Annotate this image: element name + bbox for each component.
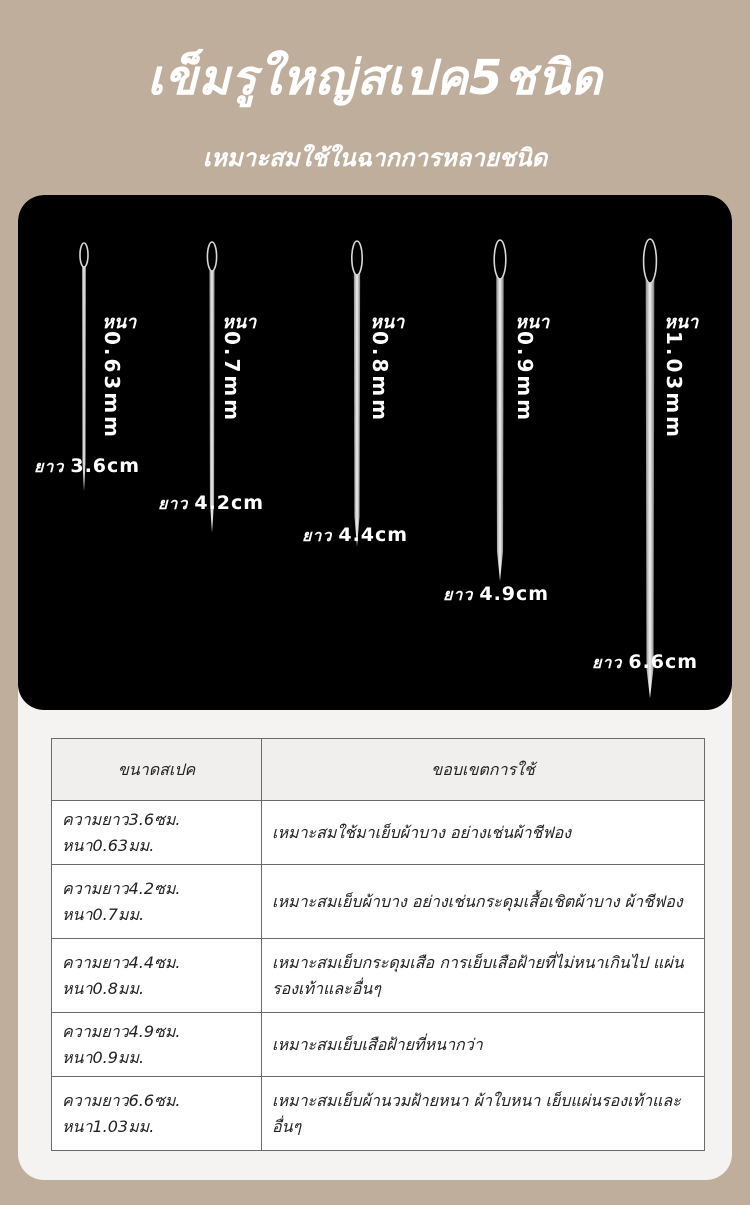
needle-eye [494, 240, 506, 279]
usage-cell: เหมาะสมเย็บกระดุมเสือ การเย็บเสือฝ้ายที่ไม่หนาเกินไป แผ่นรองเท้าและอื่นๆ [262, 939, 705, 1013]
needle-2-length-word: ยาว [158, 494, 189, 513]
needle-5 [644, 239, 657, 698]
needles-illustration [18, 195, 732, 710]
spec-thickness: หนา0.7มม. [62, 904, 145, 924]
needle-2-thickness-word: หนา [222, 312, 257, 333]
needle-5-thickness: 1.03mm [662, 331, 686, 441]
needle-5-length-value: 6.6cm [628, 651, 699, 673]
spec-cell [52, 1077, 262, 1151]
spec-cell [52, 1013, 262, 1077]
spec-thickness: หนา0.8มม. [62, 978, 145, 998]
needle-shaft [209, 251, 214, 533]
usage-cell: เหมาะสมใช้มาเย็บผ้าบาง อย่างเช่นผ้าชีฟอง [262, 801, 705, 865]
usage-cell: เหมาะสมเย็บผ้าบาง อย่างเช่นกระดุมเสื้อเชิตผ้าบาง ผ้าชีฟอง [262, 865, 705, 939]
needle-4-length-value: 4.9cm [479, 583, 550, 605]
spec-thickness: หนา0.63มม. [62, 835, 155, 855]
needle-shaft [354, 251, 360, 547]
needle-5-length-word: ยาว [592, 653, 623, 672]
needle-3 [352, 241, 362, 547]
needle-1-length-value: 3.6cm [70, 455, 141, 477]
needle-panel [18, 195, 732, 710]
needle-3-thickness: 0.8mm [368, 331, 392, 424]
needle-2-length-value: 4.2cm [194, 492, 265, 514]
needle-3-length [302, 524, 408, 549]
needle-3-length-value: 4.4cm [338, 524, 409, 546]
needle-3-length-word: ยาว [302, 526, 333, 545]
needle-1-length-word: ยาว [34, 457, 65, 476]
needle-4 [494, 240, 506, 581]
usage-cell: เหมาะสมเย็บผ้านวมฝ้ายหนา ผ้าใบหนา เย็บแผ่นรองเท้าและอื่นๆ [262, 1077, 705, 1151]
page-subtitle: เหมาะสมใช้ในฉากการหลายชนิด [202, 144, 548, 172]
header-usage: ขอบเขตการใช้ [262, 739, 705, 801]
needle-4-length-word: ยาว [443, 585, 474, 604]
spec-thickness: หนา0.9มม. [62, 1047, 145, 1067]
spec-length: ความยาว4.9ซม. [62, 1021, 181, 1041]
needle-shaft [496, 251, 504, 581]
needle-eye [80, 243, 88, 267]
page-title: เข็มรูใหญ่สเปค5ชนิด [147, 50, 603, 106]
spec-length: ความยาว6.6ซม. [62, 1090, 181, 1110]
spec-length: ความยาว3.6ซม. [62, 809, 181, 829]
table-row [52, 939, 705, 1013]
needle-eye [207, 242, 216, 271]
spec-length: ความยาว4.4ซม. [62, 952, 181, 972]
spec-cell [52, 801, 262, 865]
needle-1-thickness-word: หนา [102, 312, 137, 333]
spec-table [51, 738, 705, 1151]
needle-eye [352, 241, 362, 275]
needle-2-thickness: 0.7mm [220, 331, 244, 424]
needle-3-thickness-word: หนา [370, 312, 405, 333]
header-spec: ขนาดสเปค [52, 739, 262, 801]
spec-cell [52, 865, 262, 939]
needle-eye [644, 239, 657, 283]
table-row [52, 1013, 705, 1077]
needle-4-length [443, 583, 549, 608]
content-card [18, 195, 732, 1180]
table-row [52, 801, 705, 865]
needle-1-thickness: 0.63mm [100, 331, 124, 441]
needle-shaft [646, 251, 655, 698]
spec-length: ความยาว4.2ซม. [62, 878, 181, 898]
needle-5-length [592, 651, 698, 676]
needle-2-length [158, 492, 264, 517]
table-row [52, 1077, 705, 1151]
needle-4-thickness: 0.9mm [513, 331, 537, 424]
spec-cell [52, 939, 262, 1013]
table-header-row [52, 739, 705, 801]
needle-2 [207, 242, 216, 533]
spec-thickness: หนา1.03มม. [62, 1116, 155, 1136]
needle-5-thickness-word: หนา [664, 312, 699, 333]
needle-1-length [34, 455, 140, 480]
needle-4-thickness-word: หนา [515, 312, 550, 333]
usage-cell: เหมาะสมเย็บเสือฝ้ายที่หนากว่า [262, 1013, 705, 1077]
table-row [52, 865, 705, 939]
